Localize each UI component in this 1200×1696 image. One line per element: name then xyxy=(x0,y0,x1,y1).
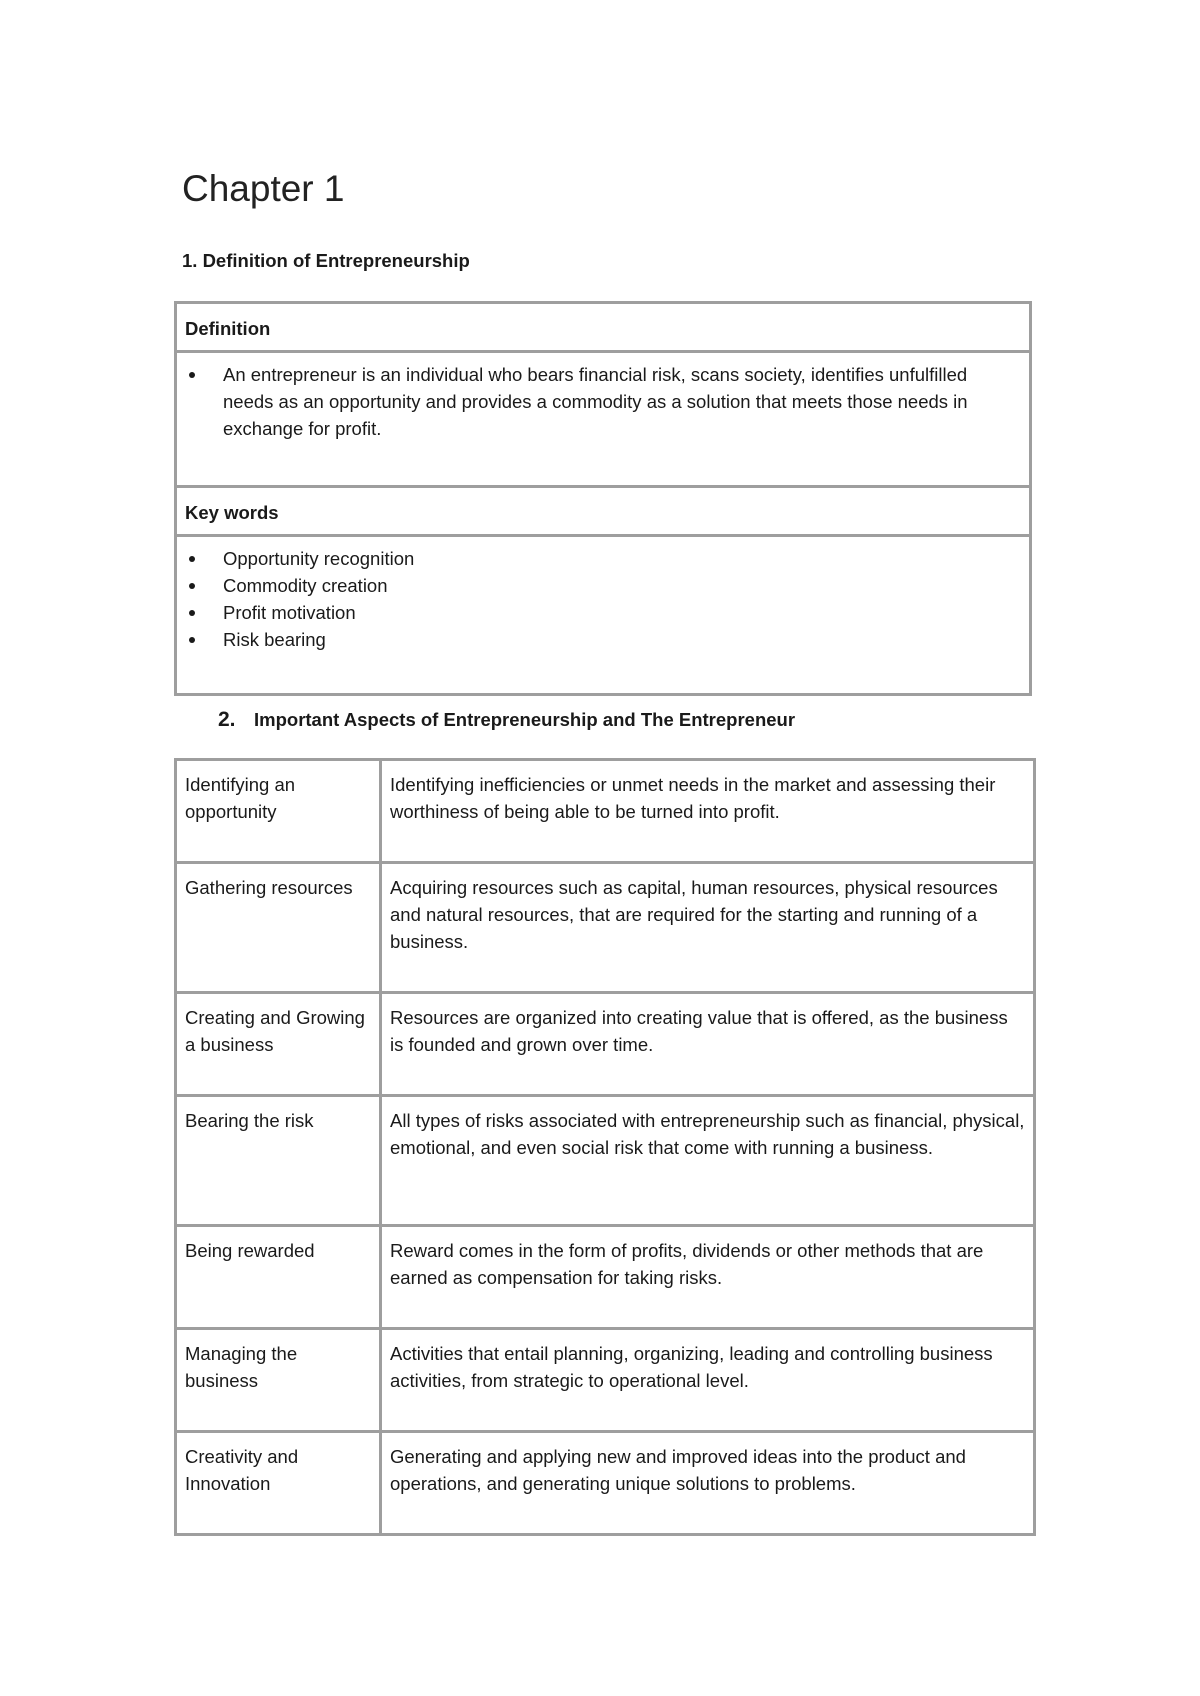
keywords-body-row xyxy=(176,536,1031,695)
aspect-description-cell: Reward comes in the form of profits, dividends or other methods that are earned as compensation for taking risks. xyxy=(381,1226,1035,1329)
keywords-header-row xyxy=(176,487,1031,536)
chapter-title: Chapter 1 xyxy=(182,168,345,209)
definition-body-row xyxy=(176,352,1031,487)
keywords-list xyxy=(185,545,1029,653)
aspect-description-cell: Acquiring resources such as capital, human resources, physical resources and natural resources, that are required for the starting and running of a business. xyxy=(381,863,1035,993)
aspects-table xyxy=(174,758,1036,1536)
keywords-body-cell xyxy=(176,536,1031,695)
definition-header-cell: Definition xyxy=(176,303,1031,352)
aspect-term-cell: Managing the business xyxy=(176,1329,381,1432)
table-row xyxy=(176,1329,1035,1432)
section-number: 2. xyxy=(218,708,236,731)
aspect-description-cell: Identifying inefficiencies or unmet needs in the market and assessing their worthiness of being able to be turned into profit. xyxy=(381,760,1035,863)
aspect-term-cell: Creativity and Innovation xyxy=(176,1432,381,1535)
section-heading-definition: 1. Definition of Entrepreneurship xyxy=(182,250,470,271)
table-row xyxy=(176,1096,1035,1226)
definition-body-cell xyxy=(176,352,1031,487)
aspect-term-cell: Identifying an opportunity xyxy=(176,760,381,863)
table-row xyxy=(176,1226,1035,1329)
aspect-description-cell: Generating and applying new and improved ideas into the product and operations, and generating unique solutions to problems. xyxy=(381,1432,1035,1535)
keyword-item: Profit motivation xyxy=(185,599,1017,626)
keyword-item: Opportunity recognition xyxy=(185,545,1017,572)
keywords-header-cell: Key words xyxy=(176,487,1031,536)
table-row xyxy=(176,1432,1035,1535)
aspect-term-cell: Creating and Growing a business xyxy=(176,993,381,1096)
keyword-item: Risk bearing xyxy=(185,626,1017,653)
definition-table xyxy=(174,301,1032,696)
section-heading-text: Important Aspects of Entrepreneurship and The Entrepreneur xyxy=(254,709,796,730)
aspect-term-cell: Being rewarded xyxy=(176,1226,381,1329)
aspect-description-cell: Activities that entail planning, organizing, leading and controlling business activities, from strategic to operational level. xyxy=(381,1329,1035,1432)
definition-list xyxy=(185,361,1029,442)
section-heading-aspects xyxy=(218,709,795,730)
definition-list-item: An entrepreneur is an individual who bears financial risk, scans society, identifies unfulfilled needs as an opportunity and provides a commodity as a solution that meets those needs in exchange for profit. xyxy=(185,361,1017,442)
aspect-description-cell: All types of risks associated with entrepreneurship such as financial, physical, emotional, and even social risk that come with running a business. xyxy=(381,1096,1035,1226)
table-row xyxy=(176,863,1035,993)
keyword-item: Commodity creation xyxy=(185,572,1017,599)
table-row xyxy=(176,993,1035,1096)
definition-header-row xyxy=(176,303,1031,352)
aspect-description-cell: Resources are organized into creating value that is offered, as the business is founded and grown over time. xyxy=(381,993,1035,1096)
aspect-term-cell: Gathering resources xyxy=(176,863,381,993)
aspect-term-cell: Bearing the risk xyxy=(176,1096,381,1226)
table-row xyxy=(176,760,1035,863)
